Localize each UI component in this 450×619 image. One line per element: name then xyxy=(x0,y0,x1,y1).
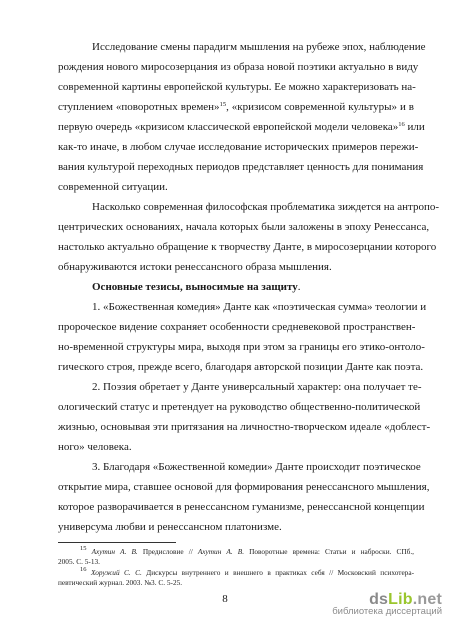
heading-text: Основные тезисы, выносимые на защиту xyxy=(92,281,298,293)
thesis-2-line-3: жизнью, основывая эти притязания на личностно-творческом идеале «доблест- xyxy=(58,421,431,433)
text-segment: Поворотные времена: Статьи и наброски. СПб., xyxy=(244,547,414,556)
paragraph-1-line-1: Исследование смены парадигм мышления на рубеже эпох, наблюдение xyxy=(92,41,426,53)
paragraph-1-line-8: современной ситуации. xyxy=(58,181,168,193)
paragraph-1-line-5 xyxy=(58,120,425,134)
page-number: 8 xyxy=(222,593,228,605)
watermark-subtitle: библиотека диссертаций xyxy=(332,606,442,617)
text-segment: Дискурсы внутреннего и внешнего в практиках себя // Московский психотера- xyxy=(141,568,415,577)
text-segment: первую очередь «кризисом классической европейской модели человека» xyxy=(58,121,399,133)
footnote-15-line-1 xyxy=(80,547,414,557)
paragraph-2-line-3: настолько актуально обращение к творчеству Данте, в миросозерцании которого xyxy=(58,241,437,253)
footnote-ref-15[interactable]: 15 xyxy=(219,101,227,108)
paragraph-1-line-2: рождения нового миросозерцания из образа новой поэтики актуально в виду xyxy=(58,61,419,73)
section-heading xyxy=(92,280,414,294)
footnote-ref-16[interactable]: 16 xyxy=(398,121,405,128)
heading-period: . xyxy=(297,281,301,293)
footnote-16-line-1 xyxy=(80,568,414,578)
footnote-15-line-2: 2005. С. 5-13. xyxy=(58,557,100,566)
thesis-3-line-4: универсума любви и ренессансном платонизме. xyxy=(58,521,282,533)
thesis-1-line-3: но-временной структуры мира, выходя при этом за границы его этико-онтоло- xyxy=(58,341,425,353)
text-segment: или xyxy=(404,121,425,133)
paragraph-2-line-1: Насколько современная философская проблематика зиждется на антропо- xyxy=(92,201,439,213)
paragraph-1-line-3: современной картины европейской культуры. Ее можно характеризовать на- xyxy=(58,81,416,93)
footnote-number-16: 16 xyxy=(80,566,87,573)
thesis-2-line-2: ологический статус и претендует на руководство общественно-политической xyxy=(58,401,421,413)
footnote-author: Ахутин А. В. xyxy=(91,547,138,556)
text-segment: Предисловие // xyxy=(137,547,198,556)
paragraph-1-line-7: вания культурой переходных периодов представляет ценность для понимания xyxy=(58,161,424,173)
watermark-net: .net xyxy=(412,591,442,608)
thesis-3-line-1: 3. Благодаря «Божественной комедии» Данте происходит поэтическое xyxy=(92,461,421,473)
thesis-1-line-2: пророческое видение сохраняет особенности средневековой пространствен- xyxy=(58,321,416,333)
paragraph-1-line-6: как-то иначе, в любом случае исследование исторических примеров пережи- xyxy=(58,141,419,153)
thesis-1-line-4: гического строя, прежде всего, благодаря авторской позиции Данте как поэта. xyxy=(58,361,424,373)
footnote-separator xyxy=(58,542,176,543)
thesis-1-line-1: 1. «Божественная комедия» Данте как «поэтическая сумма» теологии и xyxy=(92,301,427,313)
watermark-ds: ds xyxy=(369,591,389,608)
paragraph-2-line-2: центрических основаниях, начала которых были заложены в эпоху Ренессанса, xyxy=(58,221,430,233)
paragraph-1-line-4 xyxy=(58,100,414,114)
footnote-16-line-2: певтический журнал. 2003. №3. С. 5-25. xyxy=(58,578,183,587)
footnote-number-15: 15 xyxy=(80,545,87,552)
thesis-2-line-4: ного» человека. xyxy=(58,441,132,453)
footnote-author: Ахутин А. В. xyxy=(197,547,245,556)
thesis-3-line-2: открытие мира, ставшее основой для формирования ренессансного мышления, xyxy=(58,481,430,493)
text-segment: ступлением «поворотных времен» xyxy=(58,101,220,113)
text-segment: , «кризисом современной культуры» и в xyxy=(226,101,415,113)
thesis-3-line-3: которое разворачивается в ренессансном гуманизме, ренессансной концепции xyxy=(58,501,425,513)
watermark-lib: Lib xyxy=(388,591,413,608)
site-watermark[interactable] xyxy=(314,592,442,617)
paragraph-2-line-4: обнаруживаются истоки ренессансного образа мышления. xyxy=(58,261,332,273)
thesis-2-line-1: 2. Поэзия обретает у Данте универсальный характер: она получает те- xyxy=(92,381,422,393)
footnote-author: Хоружий С. С. xyxy=(90,568,142,577)
